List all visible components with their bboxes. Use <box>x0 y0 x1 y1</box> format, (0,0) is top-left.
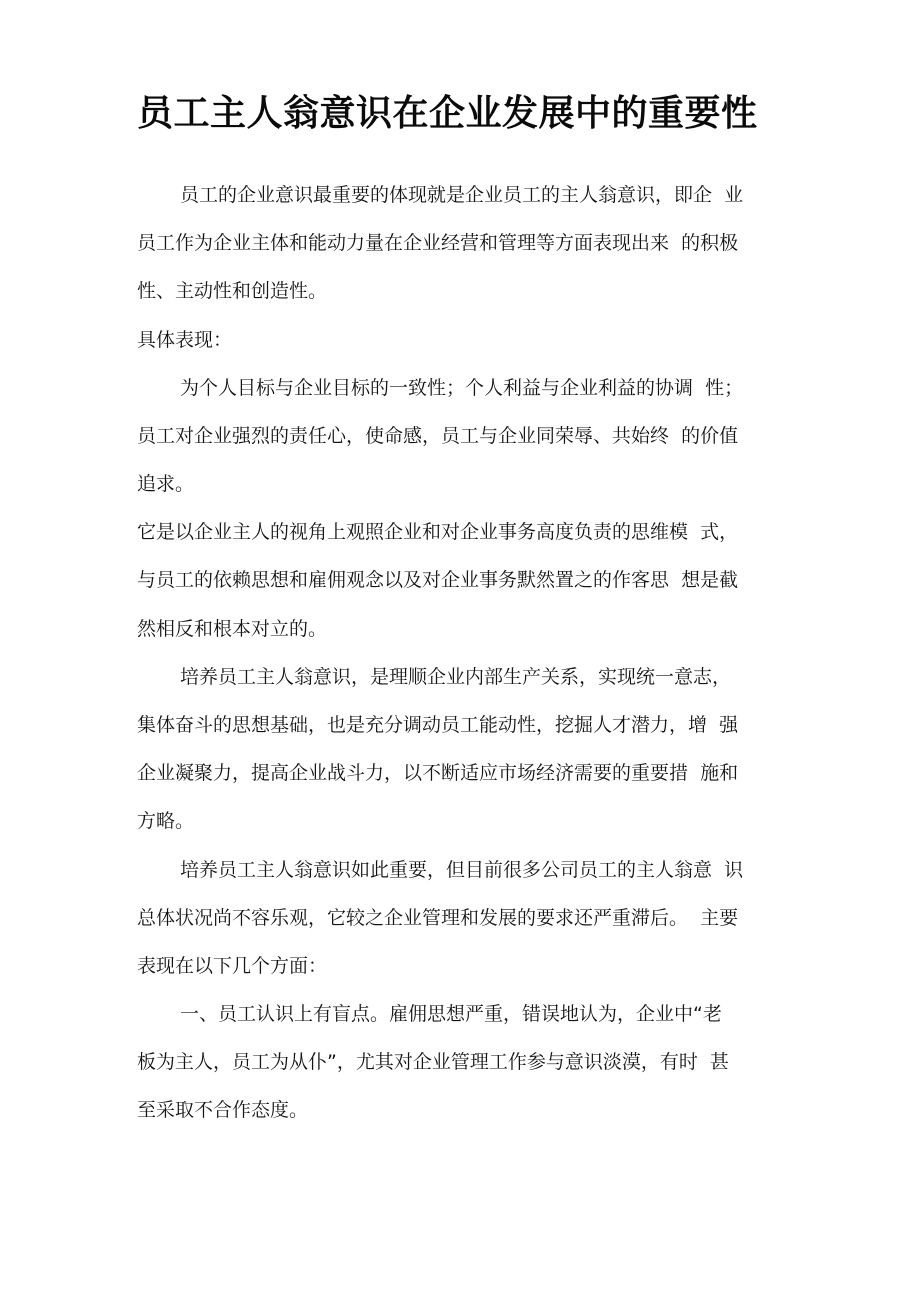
paragraph-line: 员工作为企业主体和能动力量在企业经营和管理等方面表现出来 的积极 <box>137 232 739 254</box>
paragraph-line: 员工的企业意识最重要的体现就是企业员工的主人翁意识，即企 业 <box>180 184 744 206</box>
paragraph-line: 员工对企业强烈的责任心，使命感，员工与企业同荣辱、共始终 的价值 <box>137 425 739 447</box>
paragraph-line: 追求。 <box>137 473 195 495</box>
paragraph-line: 为个人目标与企业目标的一致性；个人利益与企业利益的协调 性； <box>180 377 744 399</box>
paragraph-line: 集体奋斗的思想基础，也是充分调动员工能动性，挖掘人才潜力，增 强 <box>137 714 739 736</box>
paragraph-line: 板为主人，员工为从仆”，尤其对企业管理工作参与意识淡漠，有时 甚 <box>137 1051 729 1073</box>
paragraph-line: 企业凝聚力，提高企业战斗力，以不断适应市场经济需要的重要措 施和 <box>137 762 739 784</box>
paragraph-line: 具体表现： <box>137 329 233 351</box>
paragraph-line: 总体状况尚不容乐观，它较之企业管理和发展的要求还严重滞后。 主要 <box>137 907 739 929</box>
paragraph-line: 性、主动性和创造性。 <box>137 280 328 302</box>
paragraph-line: 方略。 <box>137 810 195 832</box>
document-title: 员工主人翁意识在企业发展中的重要性 <box>137 93 758 134</box>
paragraph-line: 表现在以下几个方面： <box>137 955 328 977</box>
paragraph-line: 培养员工主人翁意识如此重要，但目前很多公司员工的主人翁意 识 <box>180 859 744 881</box>
paragraph-line: 培养员工主人翁意识，是理顺企业内部生产关系，实现统一意志， <box>180 666 732 688</box>
paragraph-line: 它是以企业主人的视角上观照企业和对企业事务高度负责的思维模 式， <box>137 521 739 543</box>
paragraph-line: 至采取不合作态度。 <box>137 1099 309 1121</box>
paragraph-line: 与员工的依赖思想和雇佣观念以及对企业事务默然置之的作客思 想是截 <box>137 569 739 591</box>
paragraph-line: 然相反和根本对立的。 <box>137 618 328 640</box>
paragraph-line: 一、员工认识上有盲点。雇佣思想严重，错误地认为，企业中“老 <box>180 1003 722 1025</box>
